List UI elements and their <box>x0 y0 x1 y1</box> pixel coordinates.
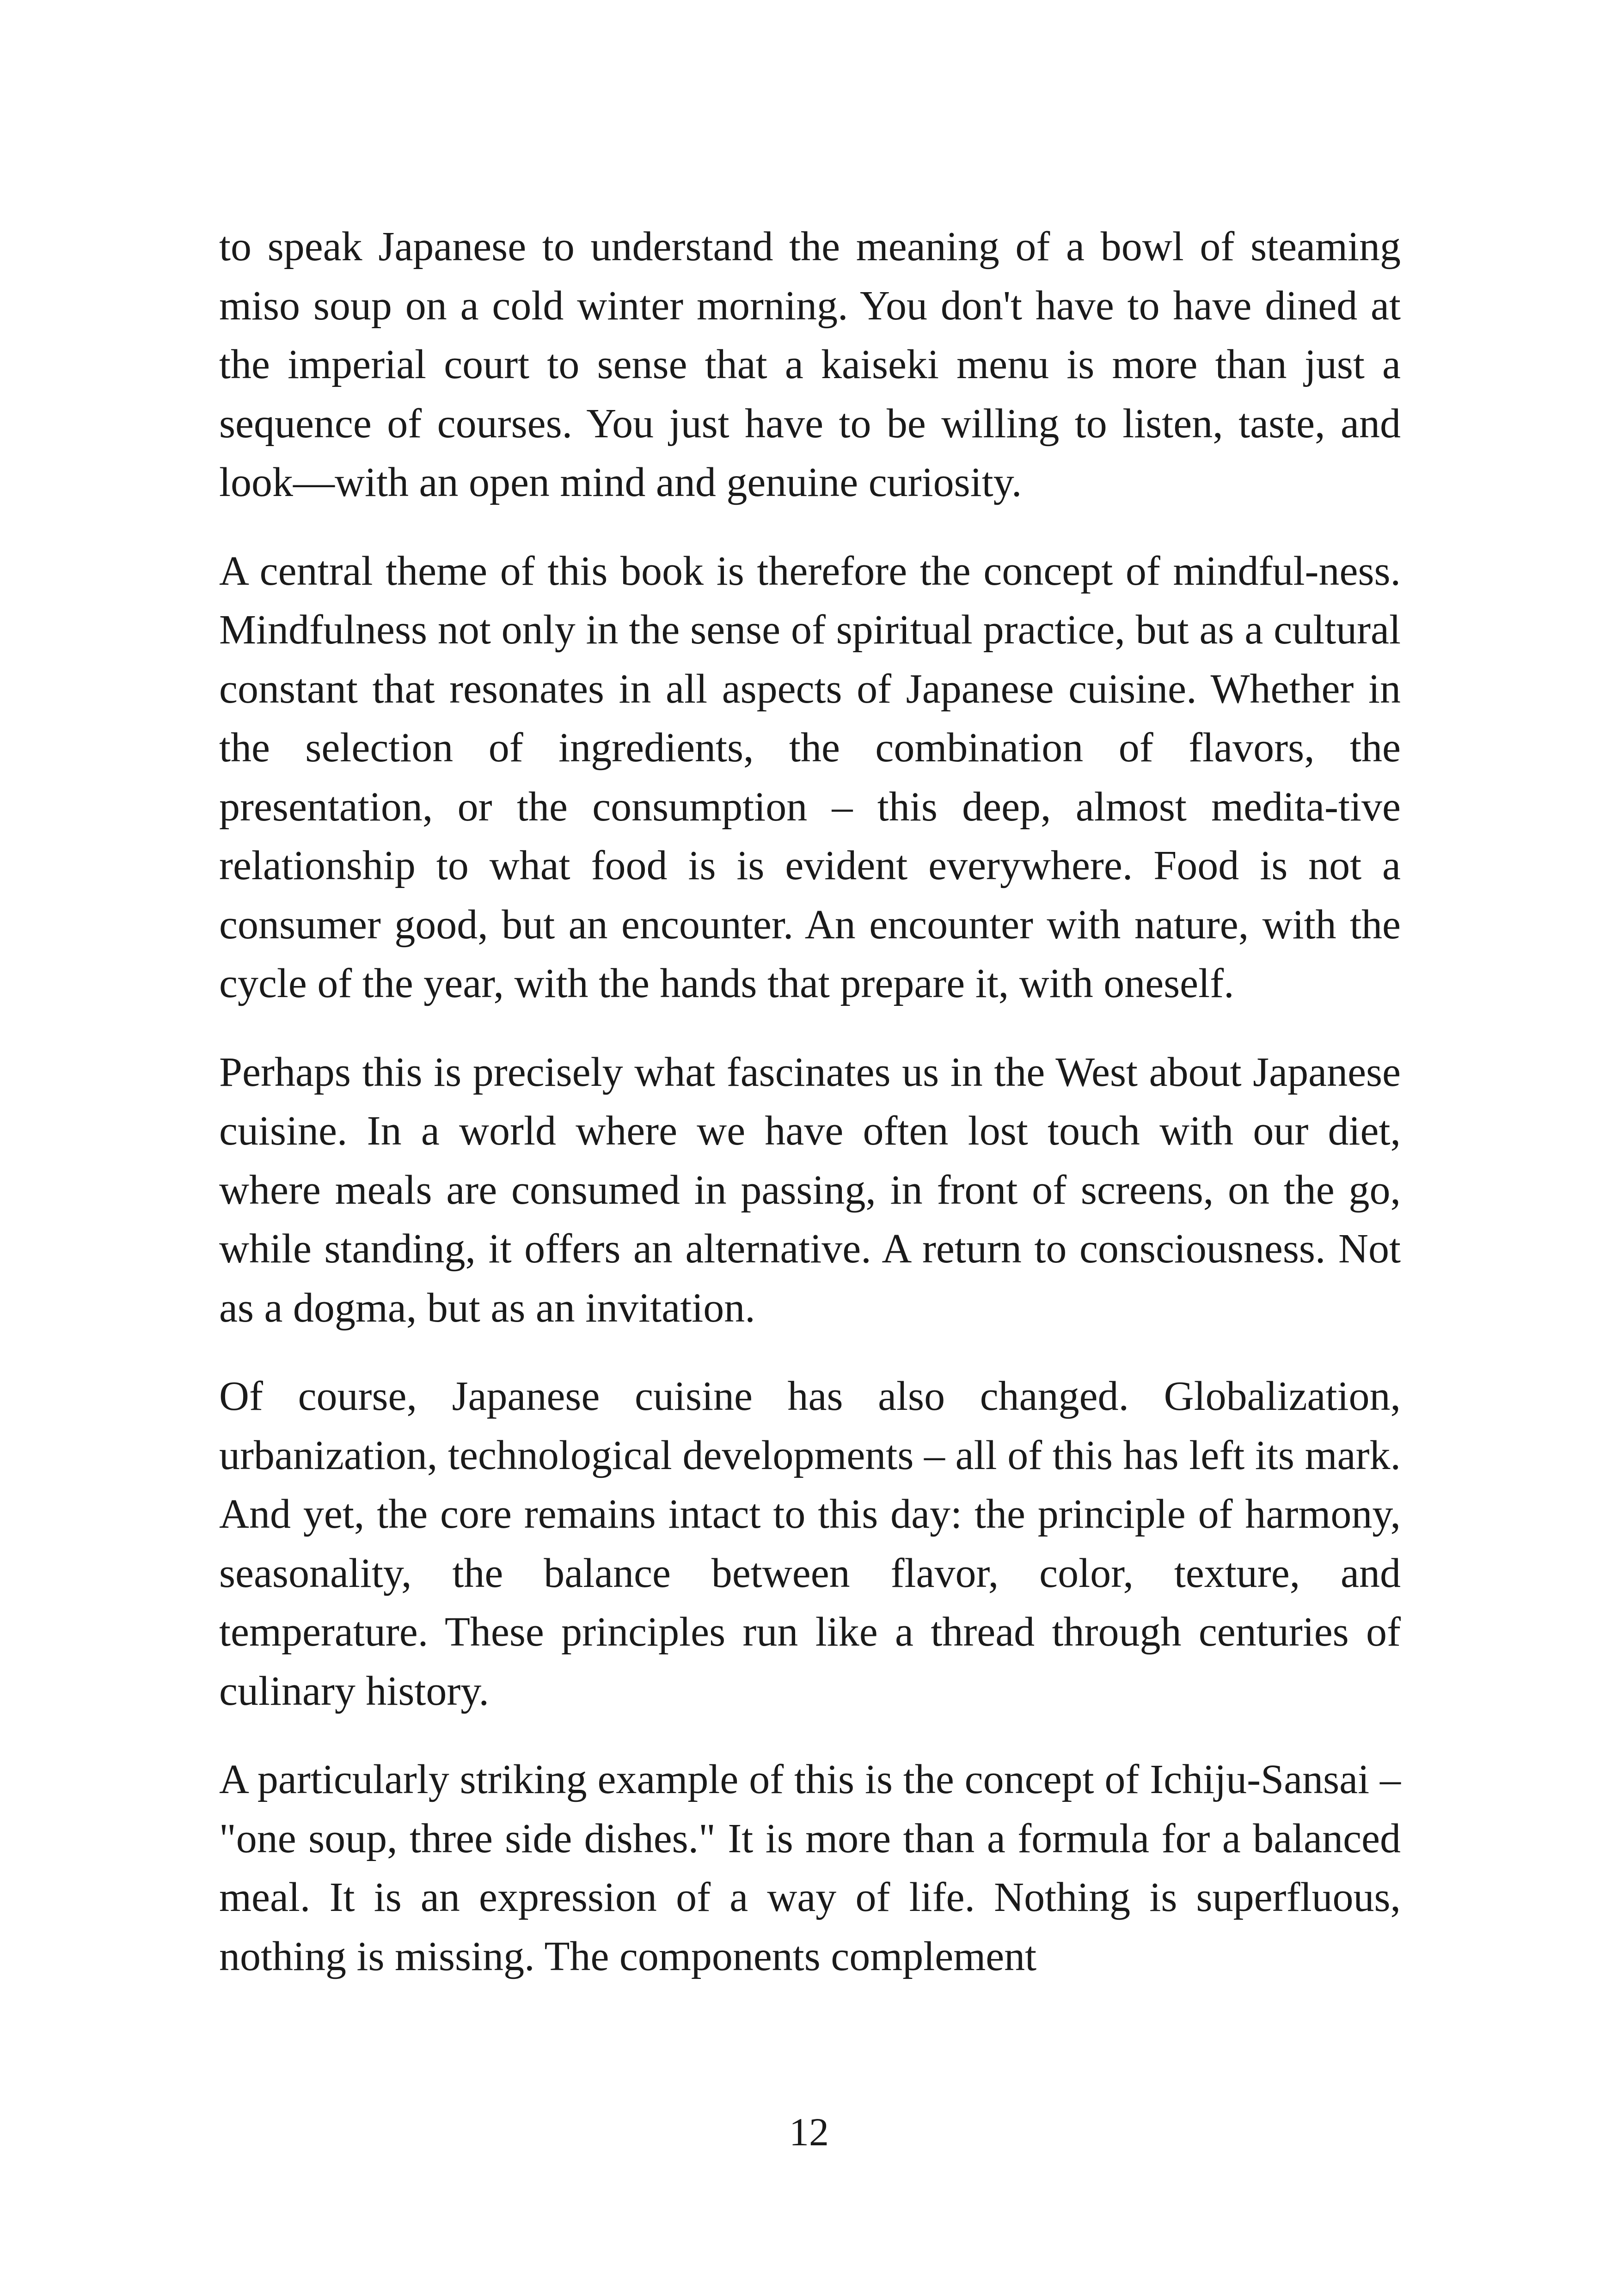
paragraph-5: A particularly striking example of this is the concept of Ichiju-Sansai – "one soup, three side dishes." It is more than a formula for a balanced meal. It is an expression of a way of life. Nothing is superfluous, nothing is missing. The components complement <box>219 1757 1401 1979</box>
body-text <box>219 217 1401 2015</box>
paragraph-3: Perhaps this is precisely what fascinates us in the West about Japanese cuisine. In a world where we have often lost touch with our diet, where meals are consumed in passing, in front of screens, on the go, while standing, it offers an alternative. A return to consciousness. Not as a dogma, but as an invitation. <box>219 1049 1401 1331</box>
page-number: 12 <box>789 2110 829 2154</box>
paragraph-1: to speak Japanese to understand the meaning of a bowl of steaming miso soup on a cold winter morning. You don't have to have dined at the imperial court to sense that a kaiseki menu is more than just a sequence of courses. You just have to be willing to listen, taste, and look—with an open mind and genuine curiosity. <box>219 224 1401 505</box>
paragraph-4: Of course, Japanese cuisine has also changed. Globalization, urbanization, technological developments – all of this has left its mark. And yet, the core remains intact to this day: the principle of harmony, seasonality, the balance between flavor, color, texture, and temperature. These principles run like a thread through centuries of culinary history. <box>219 1373 1401 1714</box>
paragraph-2: A central theme of this book is therefore the concept of mindful-ness. Mindfulness not only in the sense of spiritual practice, but as a cultural constant that resonates in all aspects of Japanese cuisine. Whether in the selection of ingredients, the combination of flavors, the presentation, or the consumption – this deep, almost medita-tive relationship to what food is is evident everywhere. Food is not a consumer good, but an encounter. An encounter with nature, with the cycle of the year, with the hands that prepare it, with oneself. <box>219 548 1401 1006</box>
